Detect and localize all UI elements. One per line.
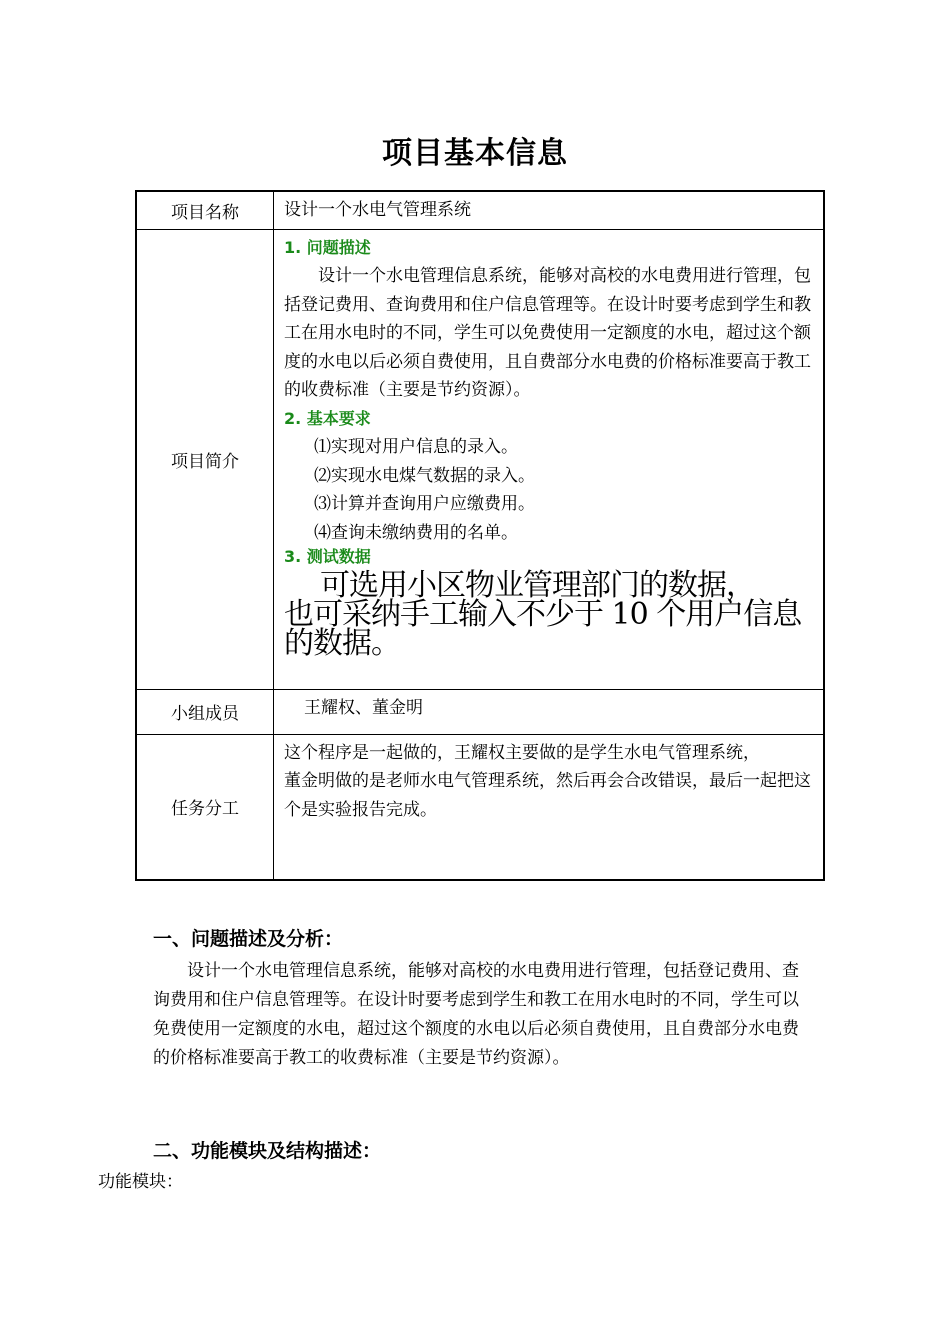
tasks-cell: [274, 734, 825, 880]
tasks-label: 任务分工: [136, 734, 274, 880]
section-1-body: 设计一个水电管理信息系统，能够对高校的水电费用进行管理，包括登记费用、查询费用和住户信息管理等。在设计时要考虑到学生和教工在用水电时的不同，学生可以免费使用一定额度的水电，超过这个额度的水电以后必须自费使用，且自费部分水电费的价格标准要高于教工的收费标准（主要是节约资源）。: [153, 961, 799, 1068]
members-label: 小组成员: [136, 689, 274, 734]
intro-heading-2: 2. 基本要求: [284, 408, 371, 428]
section-2-heading: 二、功能模块及结构描述：: [153, 1140, 382, 1162]
members-cell: [274, 689, 825, 734]
requirement-1: ⑴实现对用户信息的录入。: [314, 437, 518, 457]
test-data-line-1: 可选用小区物业管理部门的数据，: [320, 568, 755, 603]
members-value: 王耀权、董金明: [304, 697, 423, 718]
tasks-paragraph-2: 董金明做的是老师水电气管理系统，然后再会合改错误，最后一起把这个是实验报告完成。: [284, 771, 811, 820]
intro-heading-1: 1. 问题描述: [284, 237, 371, 257]
page-title: 项目基本信息: [382, 136, 568, 171]
project-intro-cell: [274, 229, 825, 689]
project-name-label: 项目名称: [136, 191, 274, 229]
requirement-2: ⑵实现水电煤气数据的录入。: [314, 465, 535, 486]
project-info-table: [135, 190, 825, 881]
test-data-line-2: 也可采纳手工输入不少于 10 个用户信息的数据。: [284, 597, 802, 661]
requirement-4: ⑷查询未缴纳费用的名单。: [314, 522, 518, 543]
test-data-text: [284, 568, 815, 661]
project-intro-label: 项目简介: [136, 229, 274, 689]
project-name-value: 设计一个水电气管理系统: [274, 191, 825, 229]
section-1-heading: 一、问题描述及分析：: [153, 928, 344, 950]
requirement-3: ⑶计算并查询用户应缴费用。: [314, 494, 535, 514]
intro-description: 设计一个水电管理信息系统，能够对高校的水电费用进行管理，包括登记费用、查询费用和住户信息管理等。在设计时要考虑到学生和教工在用水电时的不同，学生可以免费使用一定额度的水电，超过这个额度的水电以后必须自费使用，且自费部分水电费的价格标准要高于教工的收费标准（主要是节约资源）。: [284, 266, 811, 400]
function-modules-label: 功能模块：: [98, 1172, 183, 1192]
tasks-paragraph-1: 这个程序是一起做的，王耀权主要做的是学生水电气管理系统，: [284, 742, 760, 763]
intro-heading-3: 3. 测试数据: [284, 547, 371, 566]
